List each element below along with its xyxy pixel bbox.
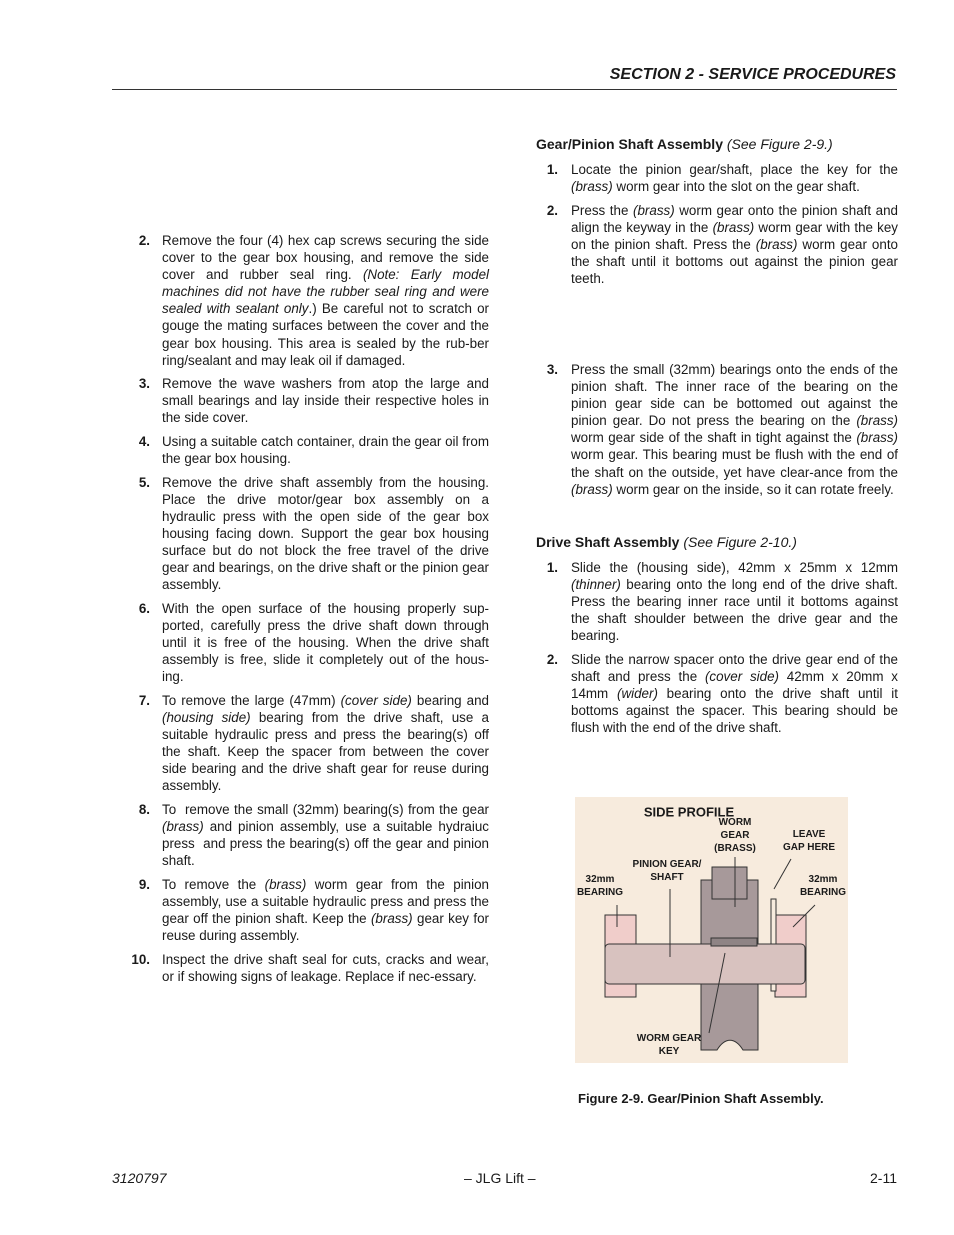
footer-doc-number: 3120797 — [112, 1170, 167, 1186]
step-text: Press the (brass) worm gear onto the pinion shaft and align the keyway in the (brass) worm gear with the key on the pinion shaft. Press the (brass) worm gear onto the shaft until it bottoms out against the pinion gear teeth. — [571, 202, 898, 287]
footer-center: – JLG Lift – — [464, 1170, 536, 1186]
step-item — [536, 202, 898, 287]
step-text: To remove the small (32mm) bearing(s) from the gear (brass) and pinion assembly, use a suitable hydraiuc press and press the bearing(s) off the gear and pinion shaft. — [162, 801, 489, 869]
figure-label-line: WORM GEAR — [636, 1033, 702, 1044]
label-bearing-right — [800, 874, 846, 898]
figure-label-line: (BRASS) — [714, 843, 756, 854]
pinion-shaft — [605, 944, 805, 984]
step-item — [536, 161, 898, 195]
worm-gear-key — [711, 938, 757, 946]
drive-shaft-heading-text: Drive Shaft Assembly — [536, 534, 680, 550]
step-number: 7. — [138, 692, 150, 708]
gear-pinion-steps-a — [536, 161, 898, 294]
step-item — [128, 600, 489, 685]
step-number: 5. — [138, 474, 150, 490]
label-leave-gap — [783, 829, 835, 853]
step-text: Press the small (32mm) bearings onto the ends of the pinion shaft. The inner race of the bearing on the pinion gear side can be bottomed out against the pinion gear. Do not press the bearing on the (brass) worm gear side of the shaft in tight against the (brass) worm gear. This bearing must be flush with the end of the shaft on the outside, yet have clear-ance from the (brass) worm gear on the inside, so it can rotate freely. — [571, 362, 898, 497]
step-item — [128, 474, 489, 594]
figure-label-line: GEAR — [720, 830, 750, 841]
step-number: 3. — [138, 376, 150, 392]
gear-pinion-heading — [536, 136, 833, 152]
header-rule — [112, 89, 897, 90]
figure-label-line: LEAVE — [792, 829, 826, 840]
step-number: 10. — [131, 951, 150, 967]
step-text: Remove the wave washers from atop the large and small bearings and lay inside their respective holes in the side cover. — [162, 376, 489, 426]
figure-label-line: 32mm — [585, 874, 615, 885]
leader-gap — [774, 859, 791, 889]
step-number: 3. — [546, 362, 558, 377]
step-text: With the open surface of the housing properly sup-ported, carefully press the drive shaft down through until it is free of the housing. When the drive shaft assembly is free, slide it completely out of the hous-ing. — [162, 600, 489, 685]
step-number: 2. — [546, 651, 558, 667]
label-pinion — [633, 859, 702, 883]
figure-label-line: BEARING — [799, 887, 847, 898]
gear-pinion-steps-b — [536, 361, 898, 504]
step-item — [128, 232, 489, 369]
step-number: 1. — [546, 560, 558, 575]
step-text: Slide the (housing side), 42mm x 25mm x 12mm (thinner) bearing onto the long end of the drive shaft. Press the bearing inner race until it bottoms against the shaft shoulder between the drive gear and the bearing. — [571, 560, 898, 644]
step-item — [128, 433, 489, 467]
drive-shaft-steps — [536, 559, 898, 743]
footer-page-number: 2-11 — [870, 1170, 897, 1186]
step-text: Inspect the drive shaft seal for cuts, cracks and wear, or if showing signs of leakage. Replace if nec-essary. — [162, 951, 489, 984]
step-item — [128, 951, 489, 985]
figure-label-line: BEARING — [576, 887, 624, 898]
figure-label-line: SHAFT — [650, 872, 684, 883]
figure-label-line: GAP HERE — [782, 842, 836, 853]
figure-label-line: WORM — [718, 817, 752, 828]
step-item — [128, 375, 489, 426]
label-bearing-left — [577, 874, 623, 898]
step-text: To remove the large (47mm) (cover side) bearing and (housing side) bearing from the drive shaft, use a suitable hydraulic press and press the bearing(s) off the shaft. Keep the spacer from between the cover side bearing and the drive shaft gear for reuse during assembly. — [162, 692, 489, 794]
step-number: 2. — [546, 202, 558, 218]
figure-title: SIDE PROFILE — [643, 804, 735, 820]
step-number: 4. — [138, 434, 150, 450]
drive-shaft-heading-ref: (See Figure 2-10.) — [683, 534, 797, 550]
step-text: Remove the four (4) hex cap screws securing the side cover to the gear box housing, and remove the side cover and rubber seal ring. (Note: Early model machines did not have the rubber seal ring and were sealed with sealant only.) Be careful not to scratch or gouge the mating surfaces between the cover and the gear box housing. This area is sealed by the rub-ber ring/sealant and may leak oil if damaged. — [162, 233, 489, 368]
step-text: Slide the narrow spacer onto the drive gear end of the shaft and press the (cover side) 42mm x 20mm x 14mm (wider) bearing onto the drive shaft until it bottoms against the spacer. This bearing should be flush with the end of the drive shaft. — [571, 651, 898, 736]
step-text: Using a suitable catch container, drain the gear oil from the gear box housing. — [162, 434, 489, 467]
step-item — [128, 876, 489, 944]
figure-side-profile — [575, 797, 848, 1063]
label-worm-gear — [714, 817, 756, 854]
step-text: Locate the pinion gear/shaft, place the key for the (brass) worm gear into the slot on the gear shaft. — [571, 162, 898, 195]
step-number: 1. — [546, 162, 558, 177]
gear-pinion-heading-text: Gear/Pinion Shaft Assembly — [536, 136, 723, 152]
step-number: 9. — [138, 876, 150, 892]
step-text: To remove the (brass) worm gear from the pinion assembly, use a suitable hydraulic press and press the gear off the pinion shaft. Keep the (brass) gear key for reuse during assembly. — [162, 876, 489, 944]
step-item — [536, 651, 898, 736]
step-item — [128, 692, 489, 795]
figure-caption: Figure 2-9. Gear/Pinion Shaft Assembly. — [578, 1091, 824, 1106]
figure-label-line: KEY — [658, 1046, 680, 1057]
step-number: 2. — [138, 233, 150, 248]
figure-label-line: PINION GEAR/ — [632, 859, 702, 870]
step-item — [536, 559, 898, 644]
section-header: SECTION 2 - SERVICE PROCEDURES — [609, 66, 896, 83]
step-item — [536, 361, 898, 498]
worm-gear-block — [712, 867, 747, 899]
figure-label-line: 32mm — [808, 874, 838, 885]
left-column-steps — [128, 232, 489, 991]
step-item — [128, 801, 489, 869]
step-number: 8. — [138, 801, 150, 817]
step-text: Remove the drive shaft assembly from the housing. Place the drive motor/gear box assembly on a hydraulic press with the open side of the gear box housing facing down. Support the gear box housing surface but do not block the free travel of the drive gear and bearings, on the drive shaft or the pinion gear assembly. — [162, 474, 489, 593]
gear-pinion-heading-ref: (See Figure 2-9.) — [726, 136, 833, 152]
step-number: 6. — [138, 600, 150, 616]
label-key — [637, 1033, 702, 1057]
gear-assembly-drawing — [575, 797, 848, 1063]
drive-shaft-heading — [536, 534, 797, 550]
